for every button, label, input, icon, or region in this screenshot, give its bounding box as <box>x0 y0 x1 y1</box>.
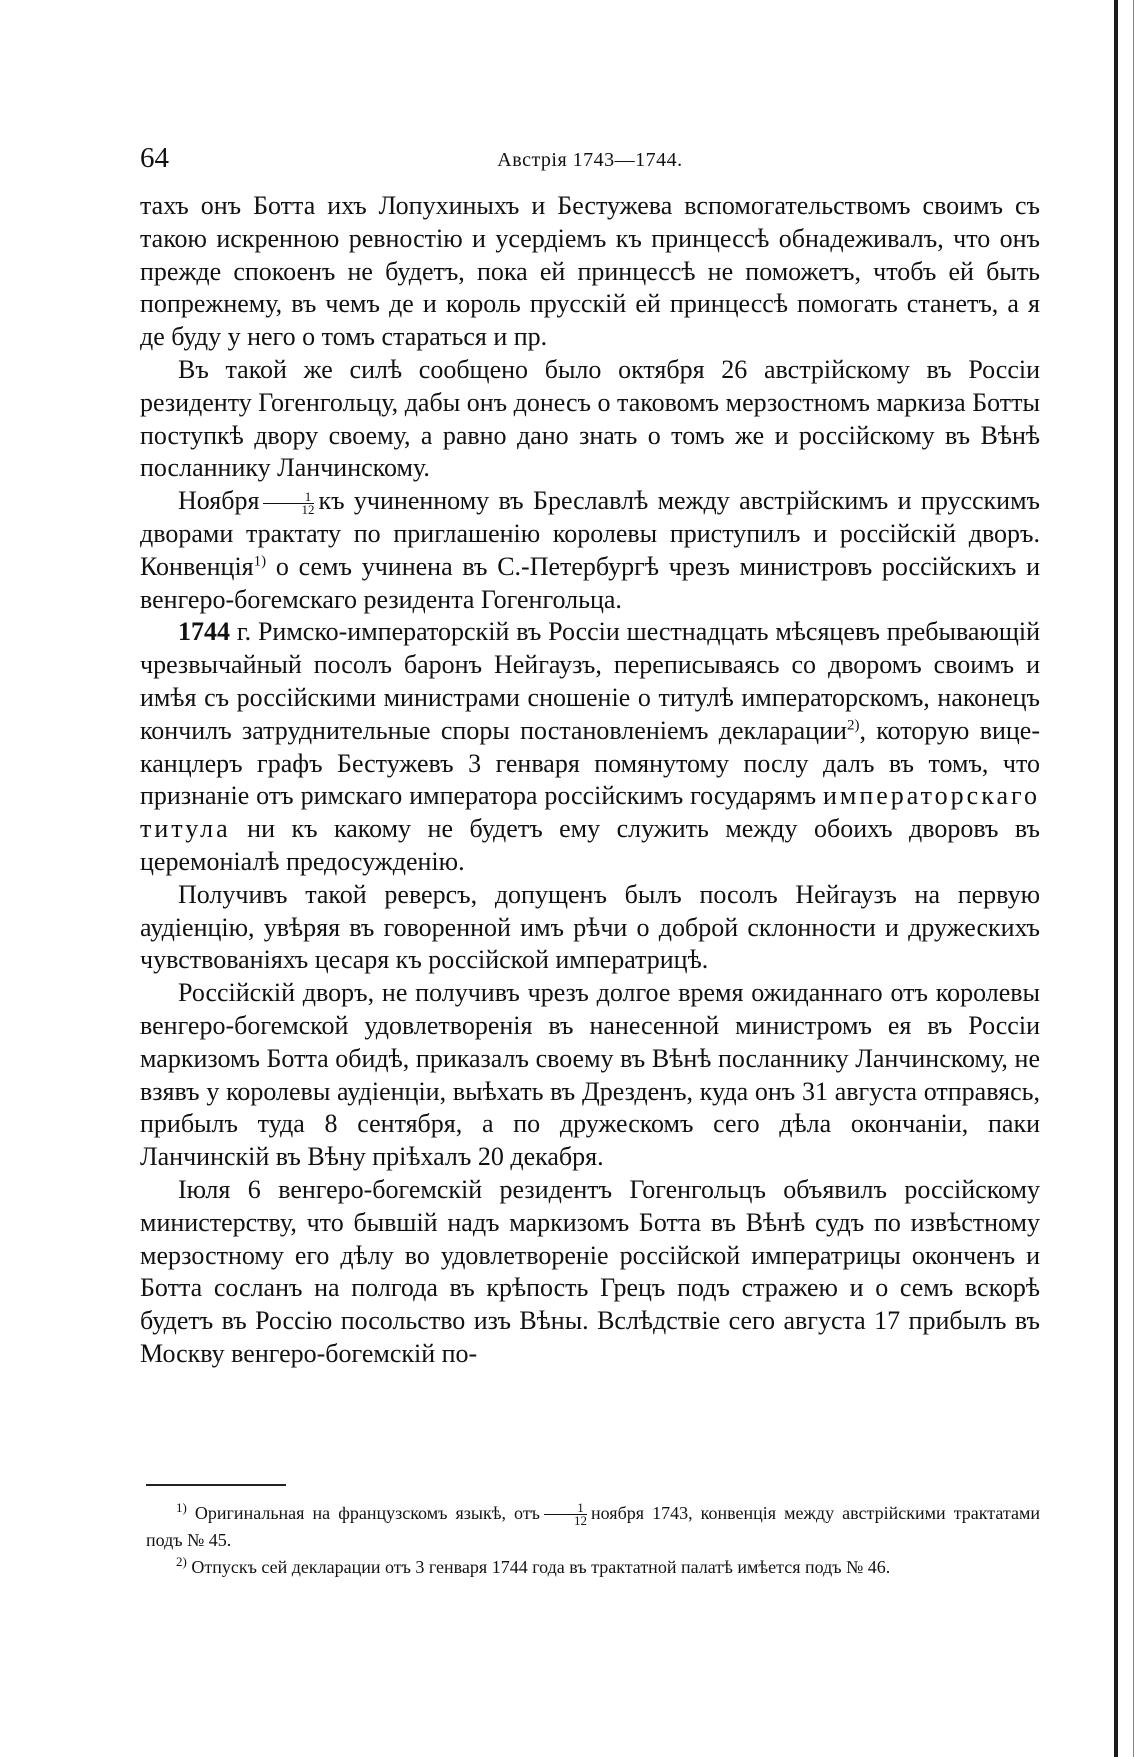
running-title: Австрія 1743—1744. <box>497 149 683 171</box>
paragraph-3-start: Ноября <box>178 486 260 516</box>
paragraph-3-middle: къ учиненному въ Бреславлѣ между австрійскимъ и прусскимъ дворами трактату по приглашенію королевы приступилъ и россійскій дворъ. Конвенція <box>140 486 1040 581</box>
paragraph-6: Россійскій дворъ, не получивъ чрезъ долгое время ожиданнаго отъ королевы венгеро-богемской удовлетворенія въ нанесенной министромъ ея въ Россіи маркизомъ Ботта обидѣ, приказалъ своему въ Вѣнѣ посланнику Ланчинскому, не взявъ у королевы аудіенціи, выѣхать въ Дрезденъ, куда онъ 31 августа отправясь, прибылъ туда 8 сентября, а по дружескомъ сего дѣла окончаніи, паки Ланчинскій въ Вѣну пріѣхалъ 20 декабря. <box>140 978 1040 1172</box>
page-header <box>140 140 1040 180</box>
footnote-ref-2: 2) <box>846 717 860 734</box>
main-text <box>140 190 1040 1371</box>
paragraph-3-end: о семъ учинена въ С.-Петербургѣ чрезъ министровъ россійскихъ и венгеро-богемскаго резидента Гогенгольца. <box>140 551 1040 614</box>
paragraph-7: Іюля 6 венгеро-богемскій резидентъ Гогенгольцъ объявилъ россійскому министерству, что бывшій надъ маркизомъ Ботта въ Вѣнѣ судъ по извѣстному мерзостному его дѣлу во удовлетвореніе россійской императрицы оконченъ и Ботта сосланъ на полгода въ крѣпость Грецъ подъ стражею и о семъ вскорѣ будетъ въ Россію посольство изъ Вѣны. Вслѣдствіе сего августа 17 прибылъ въ Москву венгеро-богемскій по- <box>140 1174 1040 1368</box>
footnote-1-start: Оригинальная на французскомъ языкѣ, отъ <box>194 1503 540 1523</box>
fraction-denominator: 12 <box>301 501 315 517</box>
paragraph-5: Получивъ такой реверсъ, допущенъ былъ посолъ Нейгаузъ на первую аудіенцію, увѣряя въ говоренной имъ рѣчи о доброй склонности и дружескихъ чувствованіяхъ цесаря къ россійской императрицѣ. <box>140 879 1040 975</box>
scan-edge-dark <box>1114 0 1118 1757</box>
footnote-1-mark: 1) <box>176 1500 187 1515</box>
paragraph-1: тахъ онъ Ботта ихъ Лопухиныхъ и Бестужева вспомогательствомъ своимъ съ такою искренною ревностію и усердіемъ къ принцессѣ обнадеживалъ, что онъ прежде спокоенъ не будетъ, пока ей принцессѣ не поможетъ, чтобъ ей быть попрежнему, въ чемъ де и король прусскій ей принцессѣ помогать станетъ, а я де буду у него о томъ стараться и пр. <box>140 191 1040 352</box>
year-heading: 1744 <box>178 617 230 647</box>
footnote-fraction-denominator: 12 <box>574 1513 587 1529</box>
footnote-1-end: ноября 1743, конвенція между австрійскими трактатами подъ № 45. <box>146 1503 1040 1551</box>
footnote-divider <box>146 1484 286 1486</box>
page-number: 64 <box>140 142 169 174</box>
footnote-2-text: Отпускъ сей декларации отъ 3 генваря 1744 года въ трактатной палатѣ имѣется подъ № 46. <box>191 1557 891 1578</box>
spaced-emphasis: императорскаго титула <box>140 781 1041 844</box>
paragraph-3 <box>140 485 1040 616</box>
footnote-2 <box>146 1554 1040 1581</box>
footnote-1 <box>146 1500 1040 1554</box>
footnotes <box>146 1500 1040 1581</box>
footnote-fraction-numerator: 1 <box>544 1502 587 1515</box>
footnote-fraction <box>544 1502 587 1527</box>
paragraph-4-start: г. Римско-императорскій въ Россіи шестнадцать мѣсяцевъ пребывающій чрезвычайный посолъ баронъ Нейгаузъ, переписываясь со дворомъ своимъ и имѣя съ россійскими министрами сношеніе о титулѣ императорскомъ, наконецъ кончилъ затруднительные споры постановленіемъ декларации <box>140 617 1041 745</box>
footnote-2-mark: 2) <box>176 1554 187 1570</box>
paragraph-4-end: ни къ какому не будетъ ему служить между обоихъ дворовъ въ церемоніалѣ предосужденію. <box>140 814 1041 876</box>
scan-edge-light <box>1133 0 1134 1757</box>
footnote-ref-1: 1) <box>253 553 267 570</box>
paragraph-4-middle: , которую вице-канцлеръ графъ Бестужевъ 3 генваря помянутому послу далъ въ томъ, что признаніе отъ римскаго императора россійскимъ государямъ <box>140 715 1040 811</box>
fraction-numerator: 1 <box>263 491 314 504</box>
paragraph-2: Въ такой же силѣ сообщено было октября 26 австрійскому въ Россіи резиденту Гогенгольцу, дабы онъ донесъ о таковомъ мерзостномъ маркиза Ботты поступкѣ двору своему, а равно дано знать о томъ же и россійскому въ Вѣнѣ посланнику Ланчинскому. <box>140 354 1040 483</box>
paragraph-4 <box>140 616 1040 878</box>
fraction <box>263 488 315 517</box>
